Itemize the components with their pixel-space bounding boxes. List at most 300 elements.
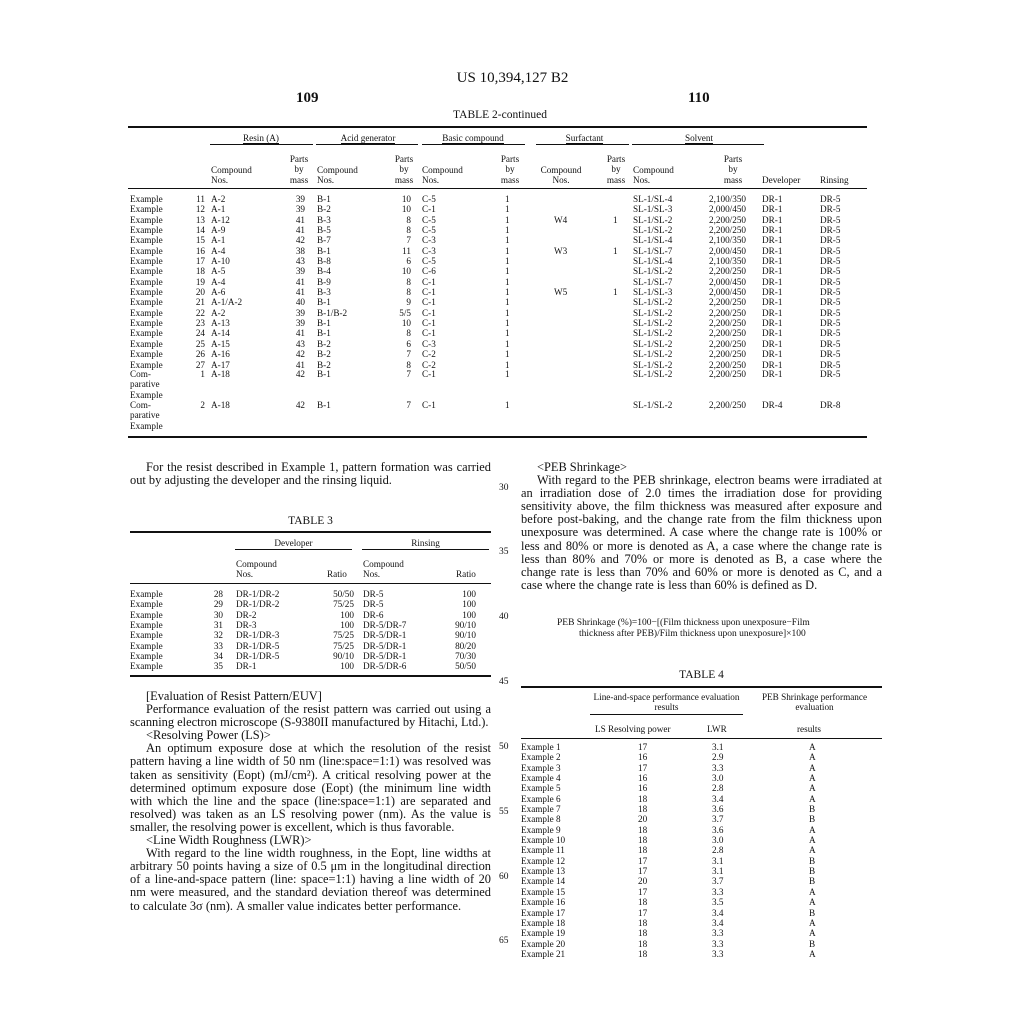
comparative-label-line: parative <box>130 410 160 421</box>
rinsing: DR-5 <box>820 318 841 329</box>
developer-compound: DR-1 <box>236 661 257 672</box>
comparative-label-line: Example <box>130 420 163 431</box>
lwr-value: 3.4 <box>712 793 724 804</box>
rinsing-compound: DR-6 <box>363 609 384 620</box>
solvent-compound: SL-1/SL-2 <box>633 307 673 318</box>
line-number: 60 <box>499 872 509 882</box>
basic-compound: C-5 <box>422 225 436 236</box>
peb-result: A <box>809 897 816 908</box>
developer: DR-1 <box>762 318 783 329</box>
basic-parts: 1 <box>505 359 510 370</box>
solvent-compound: SL-1/SL-2 <box>633 214 673 225</box>
row-number: 2 <box>200 400 205 410</box>
developer-ratio: 50/50 <box>333 589 354 599</box>
developer: DR-4 <box>762 400 783 410</box>
solvent-parts: 2,200/250 <box>709 214 747 225</box>
rinsing-ratio: 70/30 <box>455 651 476 662</box>
table2-row <box>0 235 1025 245</box>
page-number-right: 110 <box>688 90 710 106</box>
peb-result: A <box>809 928 816 939</box>
resin-compound: A-10 <box>211 256 230 267</box>
row-number: 34 <box>213 651 223 662</box>
solvent-compound: SL-1/SL-2 <box>633 328 673 339</box>
solvent-compound: SL-1/SL-2 <box>633 338 673 349</box>
table2-row <box>0 277 1025 287</box>
solvent-parts: 2,100/350 <box>709 235 747 246</box>
table2-row <box>0 339 1025 349</box>
basic-compound: C-2 <box>422 359 436 370</box>
t2-sub-parts-4: Parts by mass <box>606 154 626 185</box>
t3-sub-ratio-1: Ratio <box>327 569 347 579</box>
row-label: Example 17 <box>521 907 566 918</box>
row-number: 12 <box>195 204 205 215</box>
line-number: 65 <box>499 936 509 946</box>
basic-compound: C-5 <box>422 214 436 225</box>
peb-result: B <box>809 907 816 918</box>
row-label: Example 18 <box>521 917 566 928</box>
basic-parts: 1 <box>505 214 510 225</box>
resin-parts: 39 <box>295 204 305 215</box>
table3-row <box>0 599 520 609</box>
surfactant-compound: W3 <box>554 245 568 256</box>
page-number-left: 109 <box>296 90 319 106</box>
line-number: 50 <box>499 742 509 752</box>
t2-group-basic: Basic compound <box>442 133 504 143</box>
row-number: 15 <box>195 235 205 246</box>
ls-paragraph: An optimum exposure dose at which the resolution of the resist pattern having a line width of 50 nm (line:space=1:1) was resolved was taken as sensitivity (Eopt) (mJ/cm²). A critical resolving power at the determined optimum exposure dose (Eopt) (the minimum line width with which the line and the space (line:space=1:1) are separated and resolved) was taken as an LS resolving power (nm). As the value is smaller, the resolving power is excellent, which is thus favorable. <box>130 741 491 834</box>
lwr-heading: <Line Width Roughness (LWR)> <box>146 833 312 848</box>
row-label: Example 5 <box>521 783 561 794</box>
t2-rule-basic <box>422 144 525 145</box>
acid-compound: B-8 <box>317 256 331 267</box>
t2-sub-compound-3: Compound Nos. <box>422 165 463 186</box>
solvent-parts: 2,200/250 <box>709 225 747 236</box>
table3-row <box>0 630 520 640</box>
peb-result: A <box>809 762 816 773</box>
acid-compound: B-2 <box>317 338 331 349</box>
resin-compound: A-4 <box>211 276 226 287</box>
lwr-value: 3.4 <box>712 917 724 928</box>
solvent-compound: SL-1/SL-4 <box>633 235 673 246</box>
row-number: 28 <box>213 589 223 599</box>
lwr-value: 2.9 <box>712 752 724 763</box>
peb-heading: <PEB Shrinkage> <box>537 460 628 474</box>
basic-parts: 1 <box>505 328 510 339</box>
lwr-value: 3.3 <box>712 938 724 949</box>
solvent-parts: 2,200/250 <box>709 307 747 318</box>
resin-compound: A-5 <box>211 266 226 277</box>
acid-compound: B-1 <box>317 297 331 308</box>
acid-parts: 6 <box>406 256 411 267</box>
solvent-parts: 2,200/250 <box>709 266 747 277</box>
resin-compound: A-2 <box>211 307 226 318</box>
acid-compound: B-2 <box>317 204 331 215</box>
rinsing-compound: DR-5/DR-7 <box>363 620 407 631</box>
solvent-compound: SL-1/SL-2 <box>633 359 673 370</box>
acid-compound: B-9 <box>317 276 331 287</box>
row-number: 21 <box>195 297 205 308</box>
table4-row <box>0 949 1025 959</box>
t2-group-solv: Solvent <box>684 133 714 143</box>
row-label: Example 12 <box>521 855 566 866</box>
lwr-value: 3.7 <box>712 876 724 887</box>
surfactant-parts: 1 <box>613 214 618 225</box>
solvent-parts: 2,200/250 <box>709 369 747 379</box>
table3-row <box>0 620 520 630</box>
ls-heading: <Resolving Power (LS)> <box>146 728 271 743</box>
resin-parts: 38 <box>295 245 305 256</box>
rinsing: DR-5 <box>820 349 841 360</box>
developer: DR-1 <box>762 214 783 225</box>
rinsing: DR-5 <box>820 307 841 318</box>
acid-compound: B-1 <box>317 318 331 329</box>
peb-formula: PEB Shrinkage (%)=100−[(Film thickness upon unexposure−Film thickness after PEB)/Film thickness upon unexposure]×100 <box>557 618 810 639</box>
resin-parts: 41 <box>295 214 305 225</box>
row-number: 18 <box>195 266 205 277</box>
rinsing-compound: DR-5 <box>363 599 384 610</box>
solvent-compound: SL-1/SL-7 <box>633 276 673 287</box>
acid-parts: 10 <box>401 194 411 204</box>
rinsing: DR-5 <box>820 245 841 256</box>
lwr-value: 3.3 <box>712 928 724 939</box>
rinsing: DR-5 <box>820 297 841 308</box>
developer: DR-1 <box>762 359 783 370</box>
row-number: 27 <box>195 359 205 370</box>
t2-sub-compound-4: Compound Nos. <box>540 165 582 186</box>
basic-parts: 1 <box>505 400 510 410</box>
table4-row <box>0 876 1025 886</box>
row-number: 13 <box>195 214 205 225</box>
table4-row <box>0 856 1025 866</box>
solvent-compound: SL-1/SL-4 <box>633 256 673 267</box>
developer: DR-1 <box>762 297 783 308</box>
solvent-parts: 2,000/450 <box>709 245 747 256</box>
table2-top-rule <box>128 126 867 128</box>
acid-parts: 6 <box>406 338 411 349</box>
table4-row <box>0 752 1025 762</box>
row-label: Example 19 <box>521 928 566 939</box>
t2-rule-acid <box>316 144 418 145</box>
table4-row <box>0 908 1025 918</box>
lwr-value: 3.4 <box>712 907 724 918</box>
row-number: 32 <box>213 630 223 641</box>
developer: DR-1 <box>762 307 783 318</box>
basic-compound: C-1 <box>422 276 436 287</box>
row-label: Example <box>130 276 163 287</box>
t3-group-developer: Developer <box>235 538 352 550</box>
acid-parts: 7 <box>406 349 411 360</box>
developer-compound: DR-1/DR-5 <box>236 640 280 651</box>
row-label: Example 2 <box>521 752 561 763</box>
developer-ratio: 75/25 <box>333 630 354 641</box>
peb-result: B <box>809 855 816 866</box>
solvent-parts: 2,200/250 <box>709 349 747 360</box>
row-label: Example <box>130 589 163 599</box>
solvent-parts: 2,100/350 <box>709 256 747 267</box>
table4-row <box>0 783 1025 793</box>
t2-sub-parts-1: Parts by mass <box>289 154 309 185</box>
row-number: 1 <box>200 369 205 379</box>
peb-result: B <box>809 938 816 949</box>
t4-sub-ls: LS Resolving power <box>595 724 671 734</box>
solvent-compound: SL-1/SL-2 <box>633 225 673 236</box>
solvent-compound: SL-1/SL-2 <box>633 369 673 379</box>
lwr-value: 3.6 <box>712 824 724 835</box>
comparative-label-line: parative <box>130 379 160 390</box>
basic-parts: 1 <box>505 194 510 204</box>
table4-row <box>0 814 1025 824</box>
row-label: Example <box>130 307 163 318</box>
rinsing: DR-5 <box>820 338 841 349</box>
developer-compound: DR-1/DR-2 <box>236 599 280 610</box>
row-label: Example <box>130 194 163 204</box>
basic-parts: 1 <box>505 307 510 318</box>
basic-parts: 1 <box>505 204 510 215</box>
t3-sub-compound-2: Compound Nos. <box>363 559 404 580</box>
resin-parts: 41 <box>295 276 305 287</box>
peb-result: B <box>809 804 816 815</box>
row-number: 35 <box>213 661 223 672</box>
developer: DR-1 <box>762 245 783 256</box>
developer: DR-1 <box>762 287 783 298</box>
ls-resolving-power: 20 <box>638 876 648 887</box>
row-number: 31 <box>213 620 223 631</box>
peb-result: A <box>809 752 816 763</box>
table3-top-rule <box>130 531 491 533</box>
row-label: Example 10 <box>521 835 566 846</box>
resin-compound: A-1/A-2 <box>211 297 243 308</box>
patent-number: US 10,394,127 B2 <box>456 70 569 86</box>
table2-row <box>0 287 1025 297</box>
ls-resolving-power: 18 <box>638 835 648 846</box>
developer-ratio: 75/25 <box>333 640 354 651</box>
row-number: 19 <box>195 276 205 287</box>
table4-row <box>0 887 1025 897</box>
lwr-value: 3.3 <box>712 886 724 897</box>
lwr-value: 3.0 <box>712 773 724 784</box>
solvent-parts: 2,200/250 <box>709 297 747 308</box>
developer-compound: DR-1/DR-5 <box>236 651 280 662</box>
acid-parts: 10 <box>401 318 411 329</box>
basic-compound: C-1 <box>422 400 436 410</box>
solvent-compound: SL-1/SL-2 <box>633 400 673 410</box>
table2-row <box>0 349 1025 359</box>
eval-heading: [Evaluation of Resist Pattern/EUV] <box>146 689 322 703</box>
rinsing: DR-5 <box>820 225 841 236</box>
ls-resolving-power: 18 <box>638 897 648 908</box>
table4-row <box>0 833 1025 848</box>
solvent-compound: SL-1/SL-2 <box>633 297 673 308</box>
t2-sub-compound-5: Compound Nos. <box>633 165 674 186</box>
row-number: 20 <box>195 287 205 298</box>
resin-compound: A-1 <box>211 235 226 246</box>
solvent-compound: SL-1/SL-3 <box>633 204 673 215</box>
t4-sub-lwr: LWR <box>707 724 727 734</box>
resin-compound: A-6 <box>211 287 226 298</box>
rinsing-ratio: 50/50 <box>455 661 476 672</box>
table2-row <box>0 204 1025 214</box>
resin-compound: A-18 <box>211 369 230 379</box>
developer: DR-1 <box>762 225 783 236</box>
resin-parts: 42 <box>295 369 305 379</box>
t3-group-rinsing: Rinsing <box>362 538 489 550</box>
eval-paragraph: Performance evaluation of the resist pattern was carried out using a scanning electron microscope (S-9380II manufactured by Hitachi, Ltd.). <box>130 702 491 730</box>
row-label: Example <box>130 651 163 662</box>
row-label: Example <box>130 328 163 339</box>
lwr-value: 3.3 <box>712 948 724 959</box>
table4-row <box>0 897 1025 907</box>
t4-group-ls: Line-and-space performance evaluation results <box>590 692 743 715</box>
basic-parts: 1 <box>505 225 510 236</box>
row-label: Example 3 <box>521 762 561 773</box>
peb-result: A <box>809 845 816 856</box>
t2-sub-parts-2: Parts by mass <box>394 154 414 185</box>
acid-compound: B-2 <box>317 359 331 370</box>
resin-compound: A-14 <box>211 328 230 339</box>
row-number: 33 <box>213 640 223 651</box>
resin-parts: 42 <box>295 349 305 360</box>
developer: DR-1 <box>762 235 783 246</box>
rinsing-ratio: 100 <box>462 589 476 599</box>
acid-compound: B-4 <box>317 266 331 277</box>
acid-compound: B-3 <box>317 214 331 225</box>
ls-resolving-power: 18 <box>638 917 648 928</box>
rinsing-ratio: 100 <box>462 599 476 610</box>
table4-row <box>0 939 1025 949</box>
resin-compound: A-4 <box>211 245 226 256</box>
peb-result: A <box>809 835 816 846</box>
developer: DR-1 <box>762 194 783 204</box>
resin-compound: A-18 <box>211 400 230 410</box>
acid-compound: B-1 <box>317 400 331 410</box>
rinsing: DR-5 <box>820 204 841 215</box>
table2-row <box>0 225 1025 235</box>
resin-parts: 41 <box>295 287 305 298</box>
table3-caption: TABLE 3 <box>288 515 333 527</box>
surfactant-compound: W5 <box>554 287 568 298</box>
comparative-label-line: Com- <box>130 400 151 410</box>
table4-row <box>0 794 1025 804</box>
resin-parts: 39 <box>295 307 305 318</box>
ls-resolving-power: 16 <box>638 773 648 784</box>
lwr-paragraph: With regard to the line width roughness, in the Eopt, line widths at arbitrary 50 points having a size of 0.5 μm in the longitudinal direction of a line-and-space pattern (line: space=1:1) having a line width of 20 nm were measured, and the standard deviation thereof was determined to calculate 3σ (nm). A smaller value indicates better performance. <box>130 846 491 913</box>
rinsing: DR-8 <box>820 400 841 410</box>
solvent-compound: SL-1/SL-4 <box>633 194 673 204</box>
developer-ratio: 90/10 <box>333 651 354 662</box>
table3-row <box>0 589 520 599</box>
ls-resolving-power: 16 <box>638 752 648 763</box>
t2-group-acid: Acid generator <box>340 133 396 143</box>
lwr-value: 3.1 <box>712 855 724 866</box>
rinsing-ratio: 90/10 <box>455 620 476 631</box>
acid-parts: 7 <box>406 400 411 410</box>
resin-parts: 43 <box>295 338 305 349</box>
peb-result: A <box>809 742 816 752</box>
rinsing: DR-5 <box>820 369 841 379</box>
acid-parts: 8 <box>406 287 411 298</box>
basic-compound: C-1 <box>422 328 436 339</box>
basic-parts: 1 <box>505 256 510 267</box>
developer-compound: DR-1/DR-3 <box>236 630 280 641</box>
surfactant-compound: W4 <box>554 214 568 225</box>
developer: DR-1 <box>762 338 783 349</box>
row-label: Example <box>130 235 163 246</box>
t4-sub-results: results <box>797 724 821 734</box>
rinsing-ratio: 80/20 <box>455 640 476 651</box>
row-label: Example 13 <box>521 866 566 877</box>
t2-rule-surf <box>536 144 629 145</box>
table2-header-rule <box>128 188 867 189</box>
resin-compound: A-13 <box>211 318 230 329</box>
comparative-label <box>130 369 163 400</box>
table4-row <box>0 825 1025 835</box>
solvent-parts: 2,000/450 <box>709 204 747 215</box>
right-text-block <box>521 461 882 592</box>
acid-parts: 9 <box>406 297 411 308</box>
row-label: Example <box>130 214 163 225</box>
row-number: 22 <box>195 307 205 318</box>
resin-parts: 43 <box>295 256 305 267</box>
developer: DR-1 <box>762 204 783 215</box>
ls-resolving-power: 18 <box>638 804 648 815</box>
acid-parts: 10 <box>401 204 411 215</box>
table4-row <box>0 804 1025 814</box>
row-label: Example 21 <box>521 948 566 959</box>
acid-compound: B-3 <box>317 287 331 298</box>
developer: DR-1 <box>762 328 783 339</box>
acid-parts: 11 <box>402 245 411 256</box>
ls-resolving-power: 17 <box>638 855 648 866</box>
basic-parts: 1 <box>505 349 510 360</box>
row-label: Example 16 <box>521 897 566 908</box>
developer-ratio: 75/25 <box>333 599 354 610</box>
basic-parts: 1 <box>505 276 510 287</box>
t2-sub-compound-2: Compound Nos. <box>317 165 358 186</box>
ls-resolving-power: 16 <box>638 783 648 794</box>
row-label: Example <box>130 349 163 360</box>
t2-sub-developer: Developer <box>762 175 801 185</box>
table3-row <box>0 610 520 620</box>
rinsing: DR-5 <box>820 359 841 370</box>
t3-sub-ratio-2: Ratio <box>456 569 476 579</box>
t2-rule-resin <box>210 144 313 145</box>
row-number: 25 <box>195 338 205 349</box>
basic-compound: C-1 <box>422 307 436 318</box>
solvent-compound: SL-1/SL-2 <box>633 266 673 277</box>
solvent-parts: 2,100/350 <box>709 194 747 204</box>
lwr-value: 3.3 <box>712 762 724 773</box>
basic-compound: C-1 <box>422 369 436 379</box>
peb-result: B <box>809 814 816 825</box>
row-label: Example <box>130 630 163 641</box>
peb-result: A <box>809 783 816 794</box>
basic-parts: 1 <box>505 235 510 246</box>
solvent-parts: 2,000/450 <box>709 287 747 298</box>
acid-parts: 7 <box>406 369 411 379</box>
t2-sub-parts-3: Parts by mass <box>500 154 520 185</box>
basic-compound: C-2 <box>422 349 436 360</box>
peb-result: A <box>809 824 816 835</box>
rinsing-ratio: 90/10 <box>455 630 476 641</box>
table3-row <box>0 641 520 651</box>
intro-paragraph: For the resist described in Example 1, pattern formation was carried out by adjusting the developer and the rinsing liquid. <box>130 460 491 488</box>
ls-resolving-power: 17 <box>638 762 648 773</box>
acid-parts: 10 <box>401 266 411 277</box>
rinsing-compound: DR-5/DR-1 <box>363 640 407 651</box>
basic-compound: C-1 <box>422 287 436 298</box>
basic-compound: C-5 <box>422 256 436 267</box>
developer: DR-1 <box>762 266 783 277</box>
